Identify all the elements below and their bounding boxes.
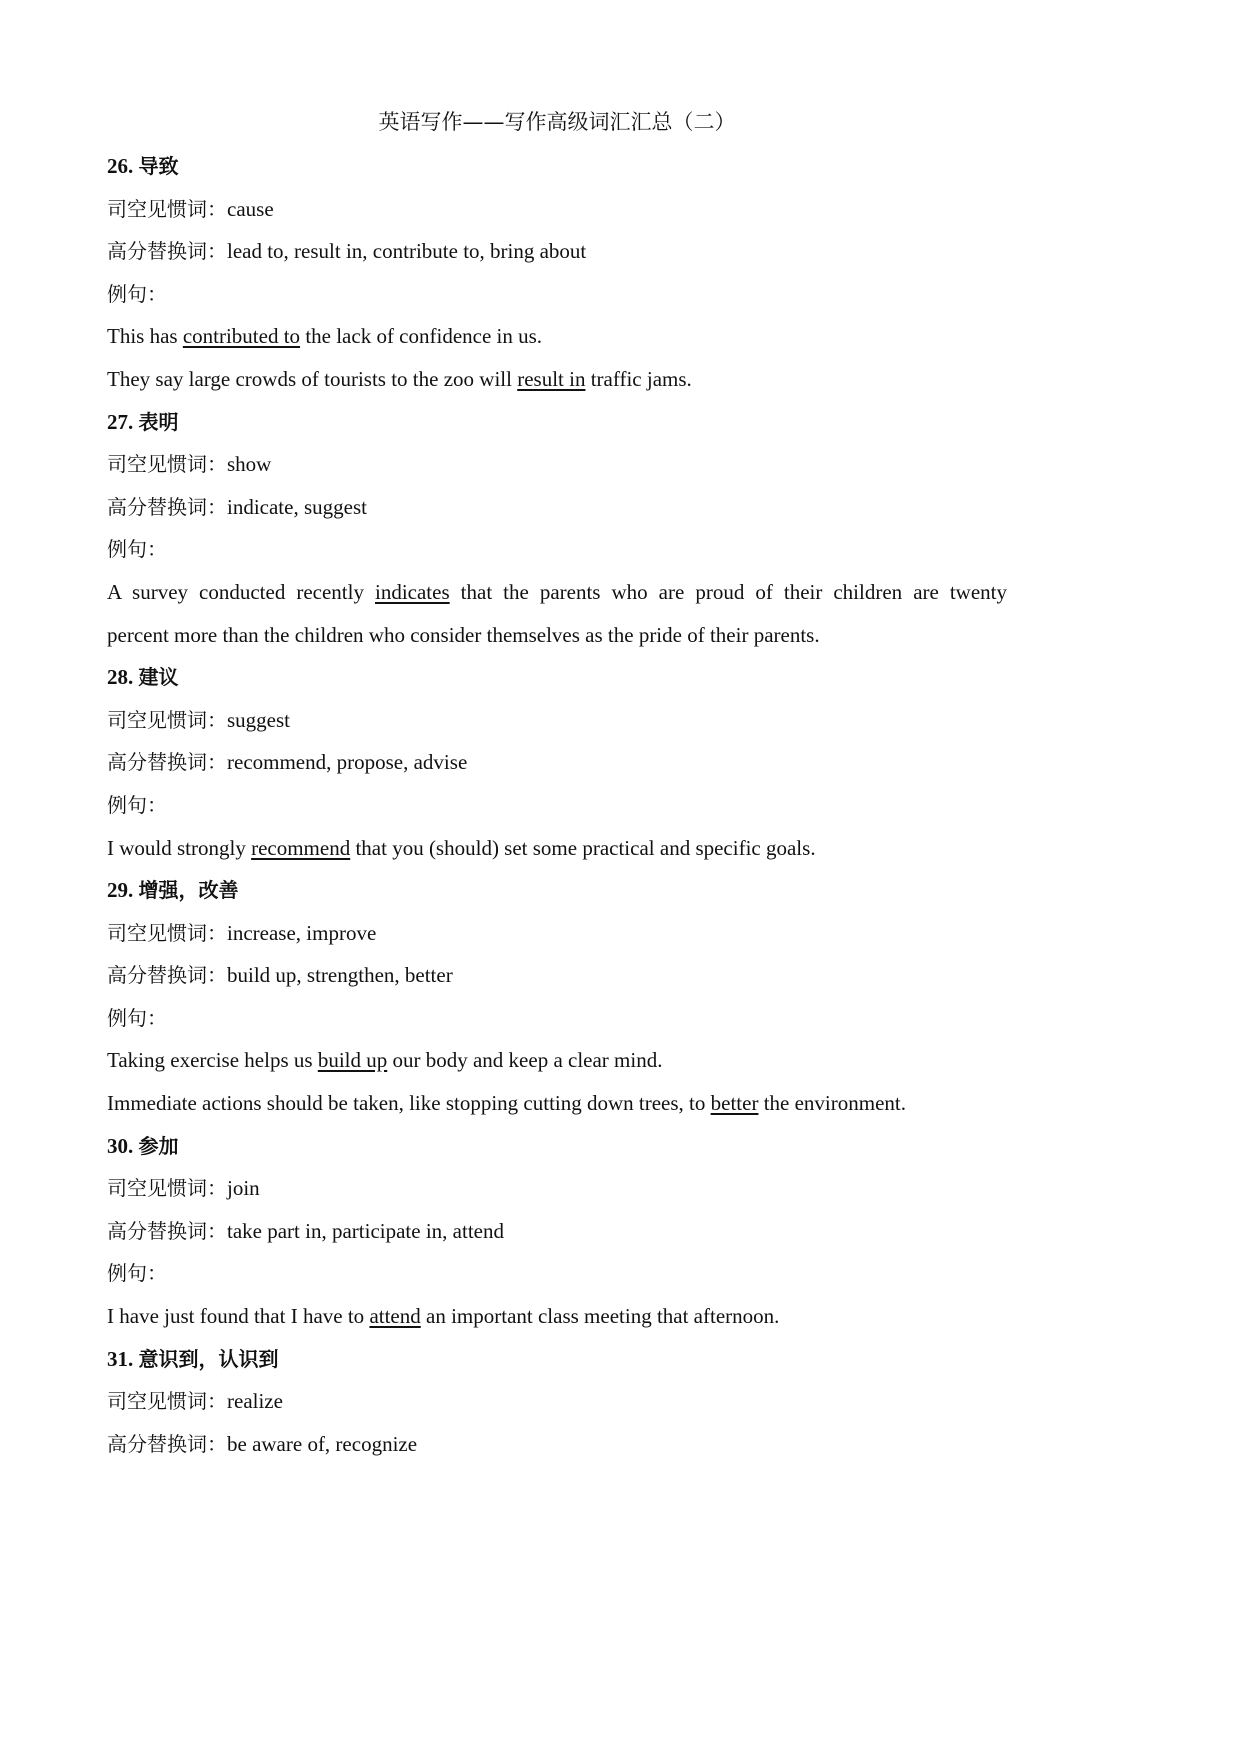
- section-heading-31: [107, 1338, 1007, 1381]
- section-heading-27: [107, 401, 1007, 444]
- example-sentence-continuation: percent more than the children who consider themselves as the pride of their parents.: [107, 622, 820, 647]
- common-words-line: [107, 1167, 1007, 1210]
- underlined-phrase: better: [710, 1091, 759, 1116]
- advanced-label: 高分替换词：: [107, 1218, 227, 1243]
- section-title: 增强，改善: [138, 878, 239, 903]
- example-label-line: [107, 1252, 1007, 1295]
- common-words: increase, improve: [227, 920, 377, 945]
- common-label: 司空见惯词：: [107, 707, 227, 732]
- section-heading-30: [107, 1125, 1007, 1168]
- advanced-words-line: [107, 1423, 1007, 1466]
- underlined-phrase: result in: [517, 366, 586, 391]
- section-title: 参加: [138, 1133, 179, 1158]
- example-sentence: [107, 571, 1007, 614]
- common-words-line: [107, 1380, 1007, 1423]
- advanced-label: 高分替换词：: [107, 239, 227, 264]
- section-number: 27.: [107, 409, 134, 434]
- underlined-phrase: attend: [369, 1304, 421, 1329]
- advanced-label: 高分替换词：: [107, 1431, 227, 1456]
- section-title: 表明: [138, 409, 179, 434]
- example-label: 例句：: [107, 1261, 167, 1286]
- common-label: 司空见惯词：: [107, 452, 227, 477]
- section-title: 导致: [138, 154, 179, 178]
- common-words: join: [227, 1176, 260, 1201]
- example-label-line: [107, 997, 1007, 1040]
- example-sentence: [107, 827, 1007, 870]
- common-words-line: [107, 188, 1007, 231]
- sentence-text: They say large crowds of tourists to the zoo will: [107, 366, 518, 391]
- section-number: 29.: [107, 878, 134, 903]
- document-title: 英语写作——写作高级词汇汇总（二）: [378, 110, 736, 134]
- advanced-label: 高分替换词：: [107, 494, 227, 519]
- example-label-line: [107, 273, 1007, 316]
- advanced-words: build up, strengthen, better: [227, 963, 453, 988]
- common-words: realize: [227, 1389, 283, 1414]
- section-number: 26.: [107, 154, 134, 178]
- section-heading-29: [107, 869, 1007, 912]
- common-label: 司空见惯词：: [107, 920, 227, 945]
- sentence-text: traffic jams.: [585, 366, 692, 391]
- advanced-words: indicate, suggest: [227, 494, 367, 519]
- section-heading-28: [107, 656, 1007, 699]
- common-label: 司空见惯词：: [107, 196, 227, 221]
- advanced-words: be aware of, recognize: [227, 1431, 418, 1456]
- underlined-phrase: indicates: [375, 579, 450, 604]
- sentence-text: that the parents who are proud of their children are twenty: [449, 579, 1007, 604]
- common-words: cause: [227, 196, 274, 221]
- underlined-phrase: recommend: [251, 835, 351, 860]
- underlined-phrase: contributed to: [182, 324, 301, 349]
- common-words-line: [107, 699, 1007, 742]
- example-label-line: [107, 528, 1007, 571]
- sentence-text: I would strongly: [107, 835, 252, 860]
- section-heading-26: [107, 145, 1007, 188]
- example-sentence: [107, 358, 1007, 401]
- advanced-words-line: [107, 230, 1007, 273]
- sentence-text: Immediate actions should be taken, like stopping cutting down trees, to: [107, 1091, 711, 1116]
- example-label: 例句：: [107, 792, 167, 817]
- advanced-words-line: [107, 954, 1007, 997]
- example-label: 例句：: [107, 537, 167, 562]
- sentence-text: Taking exercise helps us: [107, 1048, 318, 1073]
- common-words: suggest: [227, 707, 290, 732]
- sentence-text: the lack of confidence in us.: [300, 324, 543, 349]
- sentence-text: our body and keep a clear mind.: [387, 1048, 663, 1073]
- common-words: show: [227, 452, 272, 477]
- sentence-text: A survey conducted recently: [107, 579, 375, 604]
- example-sentence: [107, 1039, 1007, 1082]
- example-label: 例句：: [107, 281, 167, 306]
- sentence-text: that you (should) set some practical and specific goals.: [350, 835, 816, 860]
- example-label-line: [107, 784, 1007, 827]
- example-sentence: [107, 315, 1007, 358]
- advanced-words: recommend, propose, advise: [227, 750, 468, 775]
- advanced-words: lead to, result in, contribute to, bring about: [227, 239, 587, 264]
- advanced-words-line: [107, 486, 1007, 529]
- advanced-label: 高分替换词：: [107, 963, 227, 988]
- sentence-text: the environment.: [758, 1091, 906, 1116]
- advanced-label: 高分替换词：: [107, 750, 227, 775]
- example-sentence: [107, 1295, 1007, 1338]
- advanced-words: take part in, participate in, attend: [227, 1218, 504, 1243]
- common-words-line: [107, 912, 1007, 955]
- advanced-words-line: [107, 1210, 1007, 1253]
- advanced-words-line: [107, 741, 1007, 784]
- common-words-line: [107, 443, 1007, 486]
- common-label: 司空见惯词：: [107, 1176, 227, 1201]
- example-label: 例句：: [107, 1005, 167, 1030]
- section-number: 28.: [107, 665, 134, 690]
- sentence-text: an important class meeting that afternoon.: [420, 1304, 780, 1329]
- underlined-phrase: build up: [317, 1048, 388, 1073]
- document-page: [107, 105, 1007, 1465]
- section-title: 意识到，认识到: [138, 1346, 279, 1371]
- section-title: 建议: [138, 665, 179, 690]
- section-number: 31.: [107, 1346, 134, 1371]
- common-label: 司空见惯词：: [107, 1389, 227, 1414]
- sentence-text: This has: [107, 324, 183, 349]
- section-number: 30.: [107, 1133, 134, 1158]
- example-sentence: [107, 1082, 1007, 1125]
- sentence-text: I have just found that I have to: [107, 1304, 370, 1329]
